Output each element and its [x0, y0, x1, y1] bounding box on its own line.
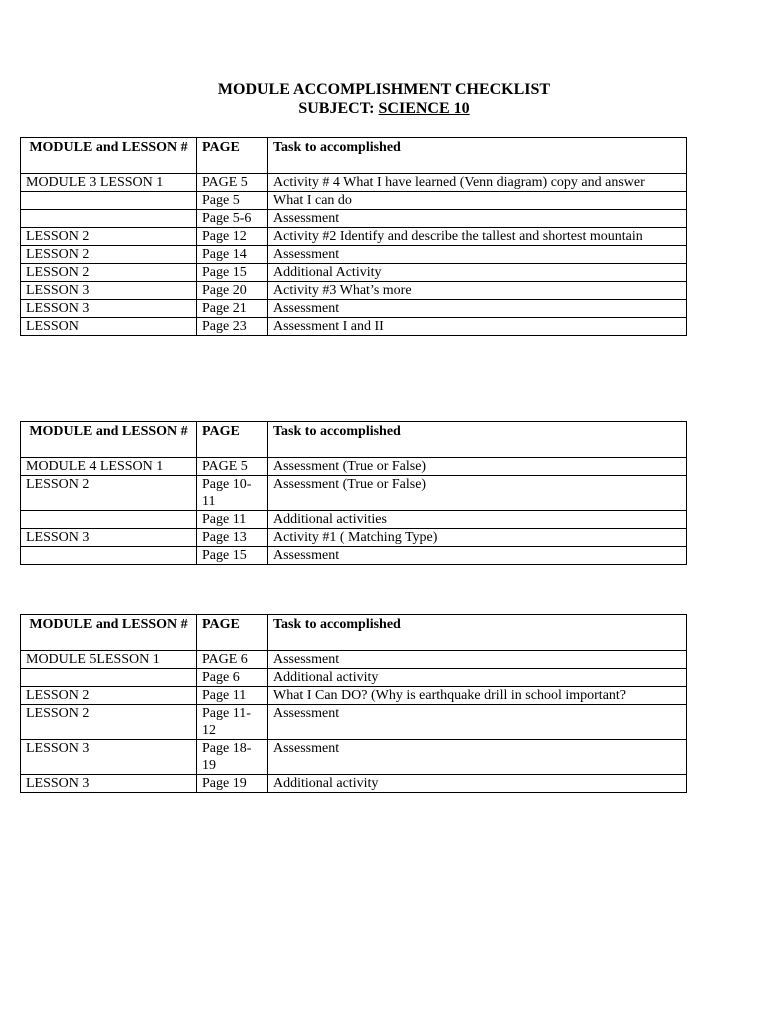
cell-module-lesson: LESSON 2	[21, 705, 197, 740]
subject-value: SCIENCE 10	[378, 100, 470, 117]
table-row	[21, 705, 687, 740]
header-page: PAGE	[197, 422, 268, 458]
cell-page: Page 15	[197, 264, 268, 282]
document-title: MODULE ACCOMPLISHMENT CHECKLIST	[217, 81, 551, 98]
cell-task: Additional activity	[268, 775, 687, 793]
cell-module-lesson: LESSON 2	[21, 476, 197, 511]
table-row	[21, 458, 687, 476]
cell-page: Page 20	[197, 282, 268, 300]
cell-task: Assessment	[268, 300, 687, 318]
cell-module-lesson: LESSON 3	[21, 740, 197, 775]
table-row	[21, 282, 687, 300]
cell-task: Assessment (True or False)	[268, 476, 687, 511]
table-header-row	[21, 615, 687, 651]
table-header-row	[21, 138, 687, 174]
cell-task: Assessment	[268, 210, 687, 228]
cell-module-lesson	[21, 669, 197, 687]
subject-label: SUBJECT:	[298, 100, 379, 117]
cell-module-lesson: LESSON 3	[21, 300, 197, 318]
cell-page: Page 11-12	[197, 705, 268, 740]
cell-page: Page 23	[197, 318, 268, 336]
table-row	[21, 740, 687, 775]
table-row	[21, 192, 687, 210]
table-row	[21, 246, 687, 264]
header-task: Task to accomplished	[268, 615, 687, 651]
cell-module-lesson	[21, 511, 197, 529]
cell-module-lesson: MODULE 5LESSON 1	[21, 651, 197, 669]
cell-module-lesson: LESSON 2	[21, 264, 197, 282]
subject-line	[0, 99, 768, 118]
cell-task: Activity #2 Identify and describe the tallest and shortest mountain	[268, 228, 687, 246]
cell-task: Activity #1 ( Matching Type)	[268, 529, 687, 547]
cell-task: Activity #3 What’s more	[268, 282, 687, 300]
table-row	[21, 511, 687, 529]
checklist-table-module-3	[20, 137, 687, 336]
cell-module-lesson: LESSON 2	[21, 228, 197, 246]
cell-page: Page 6	[197, 669, 268, 687]
table-row	[21, 174, 687, 192]
cell-module-lesson: LESSON 2	[21, 246, 197, 264]
cell-page: Page 13	[197, 529, 268, 547]
document-title-block	[0, 80, 768, 118]
cell-task: Additional activity	[268, 669, 687, 687]
cell-page: Page 18-19	[197, 740, 268, 775]
cell-task: Assessment	[268, 705, 687, 740]
cell-module-lesson: MODULE 3 LESSON 1	[21, 174, 197, 192]
cell-task: Activity # 4 What I have learned (Venn diagram) copy and answer	[268, 174, 687, 192]
cell-task: Assessment	[268, 246, 687, 264]
cell-task: Assessment	[268, 740, 687, 775]
table-row	[21, 318, 687, 336]
header-page: PAGE	[197, 615, 268, 651]
cell-module-lesson: MODULE 4 LESSON 1	[21, 458, 197, 476]
cell-task: What I can do	[268, 192, 687, 210]
cell-module-lesson	[21, 547, 197, 565]
table-row	[21, 669, 687, 687]
cell-module-lesson: LESSON 3	[21, 775, 197, 793]
cell-page: Page 21	[197, 300, 268, 318]
header-task: Task to accomplished	[268, 422, 687, 458]
cell-page: Page 11	[197, 511, 268, 529]
cell-task: Assessment	[268, 547, 687, 565]
header-task: Task to accomplished	[268, 138, 687, 174]
cell-module-lesson: LESSON 3	[21, 282, 197, 300]
cell-page: Page 15	[197, 547, 268, 565]
cell-page: PAGE 6	[197, 651, 268, 669]
table-row	[21, 547, 687, 565]
header-module-lesson: MODULE and LESSON #	[21, 138, 197, 174]
cell-page: PAGE 5	[197, 458, 268, 476]
cell-page: Page 11	[197, 687, 268, 705]
table-row	[21, 476, 687, 511]
cell-task: Additional activities	[268, 511, 687, 529]
cell-task: Assessment (True or False)	[268, 458, 687, 476]
table-row	[21, 300, 687, 318]
cell-module-lesson: LESSON	[21, 318, 197, 336]
cell-module-lesson	[21, 192, 197, 210]
table-row	[21, 687, 687, 705]
table-row	[21, 264, 687, 282]
cell-module-lesson: LESSON 2	[21, 687, 197, 705]
cell-page: PAGE 5	[197, 174, 268, 192]
cell-page: Page 5	[197, 192, 268, 210]
cell-page: Page 19	[197, 775, 268, 793]
checklist-table-module-5	[20, 614, 687, 793]
cell-page: Page 14	[197, 246, 268, 264]
cell-task: Additional Activity	[268, 264, 687, 282]
table-row	[21, 529, 687, 547]
cell-task: Assessment	[268, 651, 687, 669]
cell-task: What I Can DO? (Why is earthquake drill in school important?	[268, 687, 687, 705]
table-row	[21, 651, 687, 669]
cell-page: Page 10-11	[197, 476, 268, 511]
cell-page: Page 5-6	[197, 210, 268, 228]
cell-module-lesson	[21, 210, 197, 228]
cell-task: Assessment I and II	[268, 318, 687, 336]
header-page: PAGE	[197, 138, 268, 174]
table-row	[21, 775, 687, 793]
cell-page: Page 12	[197, 228, 268, 246]
cell-module-lesson: LESSON 3	[21, 529, 197, 547]
table-row	[21, 210, 687, 228]
header-module-lesson: MODULE and LESSON #	[21, 422, 197, 458]
checklist-table-module-4	[20, 421, 687, 565]
header-module-lesson: MODULE and LESSON #	[21, 615, 197, 651]
table-row	[21, 228, 687, 246]
table-header-row	[21, 422, 687, 458]
